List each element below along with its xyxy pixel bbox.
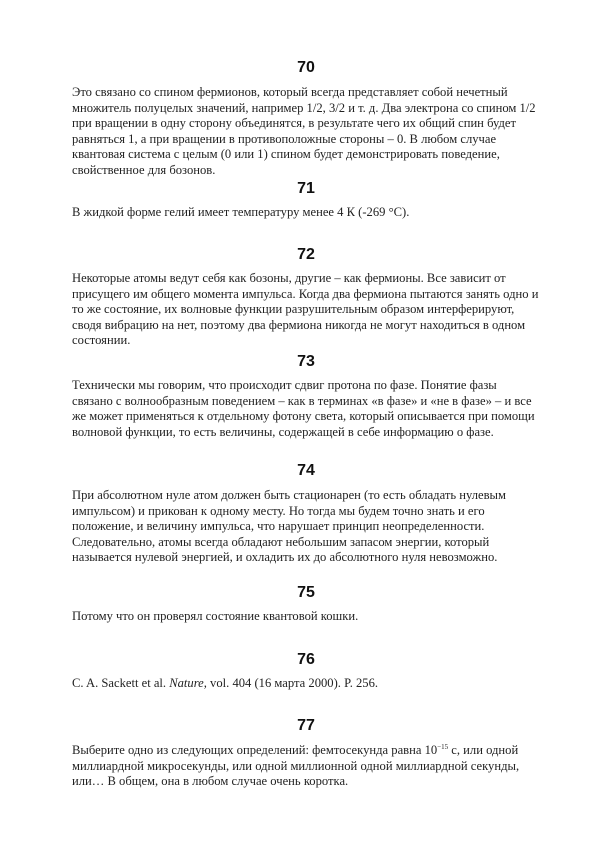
note-75	[72, 583, 540, 625]
note-number: 70	[297, 59, 315, 76]
note-text: Некоторые атомы ведут себя как бозоны, другие – как фермионы. Все зависит от присущего им общего момента импульса. Когда два фермиона пытаются занять одно и то же состояние, их волновые функции разрушительным образом интерферируют, сводя вибрацию на нет, поэтому два фермиона никогда не могут находиться в одном состоянии.	[72, 271, 539, 348]
note-text: В жидкой форме гелий имеет температуру менее 4 К (-269 °С).	[72, 205, 410, 219]
note-70	[72, 58, 540, 179]
note-text: Потому что он проверял состояние квантовой кошки.	[72, 609, 359, 623]
note-74	[72, 461, 540, 566]
citation-details: vol. 404 (16 марта 2000). P. 256.	[206, 676, 379, 690]
note-number: 76	[297, 651, 315, 668]
note-77	[72, 716, 540, 790]
note-text-part: Выберите одно из следующих определений: фемтосекунда равна 10	[72, 743, 438, 757]
note-number: 72	[297, 246, 315, 263]
citation-journal: Nature,	[169, 676, 207, 690]
note-text	[72, 743, 540, 790]
note-text: При абсолютном нуле атом должен быть стационарен (то есть обладать нулевым импульсом) и прикован к одному месту. Но тогда мы будем точно знать и его положение, и величину импульса, что нарушает принцип неопределенности. Следовательно, атомы всегда обладают небольшим запасом энергии, который называется нулевой энергией, и охладить их до абсолютного нуля невозможно.	[72, 488, 506, 565]
note-text-part: с, или одной миллиардной микросекунды, или одной миллионной одной миллиардной секунды, или… В общем, она в любом случае очень коротка.	[72, 743, 520, 789]
note-text: Технически мы говорим, что происходит сдвиг протона по фазе. Понятие фазы связано с волнообразным поведением – как в терминах «в фазе» и «не в фазе» – и все же может применяться к отдельному фотону света, который описывается при помощи волновой функции, то есть величины, содержащей в себе информацию о фазе.	[72, 378, 535, 439]
note-text	[72, 676, 540, 692]
note-number: 75	[297, 584, 315, 601]
note-72	[72, 245, 540, 349]
note-76	[72, 650, 540, 692]
note-number: 73	[297, 353, 315, 370]
note-number: 71	[297, 180, 315, 197]
citation-authors: C. A. Sackett et al.	[72, 676, 170, 690]
note-number: 77	[297, 717, 315, 734]
note-71	[72, 179, 540, 221]
note-number: 74	[297, 462, 315, 479]
note-text: Это связано со спином фермионов, который всегда представляет собой нечетный множитель полуцелых значений, например 1/2, 3/2 и т. д. Два электрона со спином 1/2 при вращении в одну сторону объединятся, в результате чего их общий спин будет равняться 1, а при вращении в противоположные стороны – 0. В любом случае квантовая система с целым (0 или 1) спином будет демонстрировать поведение, свойственное для бозонов.	[72, 85, 536, 177]
exponent: −15	[437, 743, 449, 751]
note-73	[72, 352, 540, 440]
